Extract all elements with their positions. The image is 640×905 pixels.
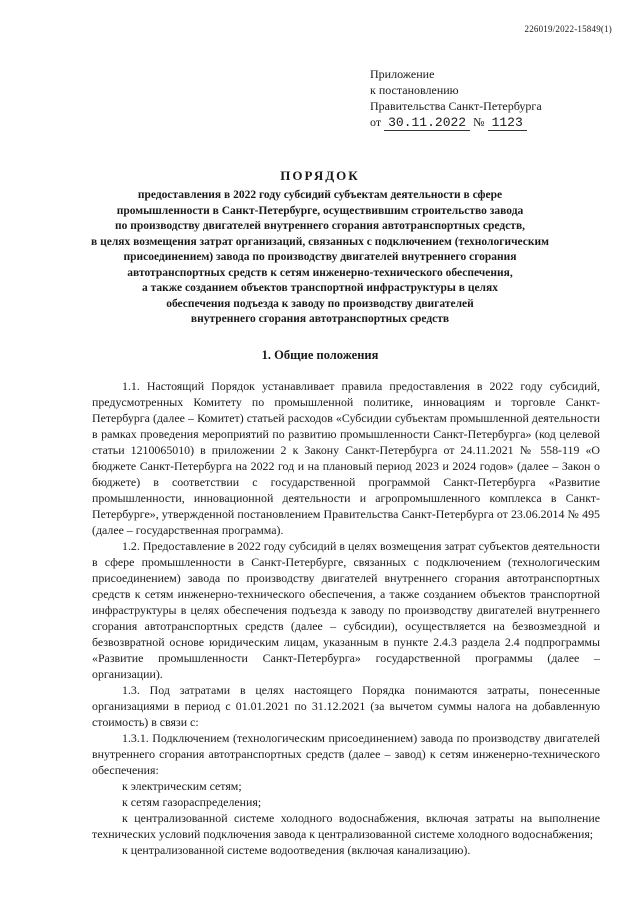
resolution-number: 1123 [488, 115, 527, 131]
paragraph-1-2: 1.2. Предоставление в 2022 году субсидий в целях возмещения затрат субъектов деятельности в сфере промышленности в Санкт-Петербурге, связанных с подключением (технологическим присоединением) завода по производству двигателей внутреннего сгорания автотранспортных средств к сетям инженерно-технического обеспечения, а также созданием объектов транспортной инфраструктуры в целях обеспечения подъезда к заводу по производству двигателей внутреннего сгорания автотранспортных средств (далее – субсидии), осуществляется на безвозмездной и безвозвратной основе юридическим лицам, указанным в пункте 2.4.3 раздела 2.4 подпрограммы «Развитие промышленности Санкт-Петербурга» государственной программы (далее – организации). [92, 539, 600, 681]
appendix-line: к постановлению [370, 83, 459, 97]
title-line: автотранспортных средств к сетям инженерно-технического обеспечения, [127, 266, 513, 279]
list-item: к электрическим сетям; [122, 779, 242, 793]
title-heading: ПОРЯДОК [280, 168, 360, 183]
paragraph-1-3-1: 1.3.1. Подключением (технологическим присоединением) завода по производству двигателей внутреннего сгорания автотранспортных средств (далее – завод) к сетям инженерно-технического обеспечения: [92, 731, 600, 777]
from-label: от [370, 115, 382, 129]
section-heading: 1. Общие положения [261, 348, 379, 362]
list-item: к централизованной системе водоотведения (включая канализацию). [122, 843, 471, 857]
paragraph-1-1: 1.1. Настоящий Порядок устанавливает правила предоставления в 2022 году субсидий, предусмотренных Комитету по промышленной политике, инновациям и торговле Санкт-Петербурга (далее – Комитет) статьей расходов «Субсидии субъектам промышленной деятельности в рамках проведения мероприятий по развитию промышленности Санкт-Петербурга» (код целевой статьи 1210065010) в приложении 2 к Закону Санкт-Петербурга от 24.11.2021 № 558-119 «О бюджете Санкт-Петербурга на 2022 год и на плановый период 2023 и 2024 годов» (далее – Закон о бюджете) в соответствии с государственной программой Санкт-Петербурга «Развитие промышленности, инновационной деятельности и агропромышленного комплекса в Санкт-Петербурге», утвержденной постановлением Правительства Санкт-Петербурга от 23.06.2014 № 495 (далее – государственная программа). [92, 379, 600, 537]
appendix-date-line [370, 114, 542, 131]
list-item: к централизованной системе холодного водоснабжения, включая затраты на выполнение технических условий подключения завода к централизованной системе холодного водоснабжения; [92, 811, 600, 841]
title-line: обеспечения подъезда к заводу по производству двигателей [166, 297, 474, 310]
title-line: внутреннего сгорания автотранспортных средств [190, 313, 450, 325]
paragraph-1-3: 1.3. Под затратами в целях настоящего Порядка понимаются затраты, понесенные организациями в период с 01.01.2021 по 31.12.2021 (за вычетом суммы налога на добавленную стоимость) в связи с: [92, 683, 600, 729]
document-title [80, 168, 560, 328]
resolution-date: 30.11.2022 [384, 115, 470, 131]
section-body [92, 378, 600, 858]
title-line: предоставления в 2022 году субсидий субъектам деятельности в сфере [137, 189, 503, 201]
title-line: промышленности в Санкт-Петербурге, осуществившим строительство завода [116, 204, 524, 217]
number-label: № [473, 115, 485, 129]
title-line: а также созданием объектов транспортной инфраструктуры в целях [142, 282, 498, 294]
list-item: к сетям газораспределения; [122, 795, 262, 809]
appendix-block [370, 66, 542, 131]
title-line: в целях возмещения затрат организаций, связанных с подключением (технологическим [91, 235, 549, 248]
title-line: присоединением) завода по производству двигателей внутреннего сгорания [123, 251, 517, 263]
appendix-line: Приложение [370, 67, 435, 81]
document-registration-number: 226019/2022-15849(1) [524, 24, 612, 34]
appendix-line: Правительства Санкт-Петербурга [370, 99, 542, 113]
title-line: по производству двигателей внутреннего сгорания автотранспортных средств, [114, 220, 526, 232]
